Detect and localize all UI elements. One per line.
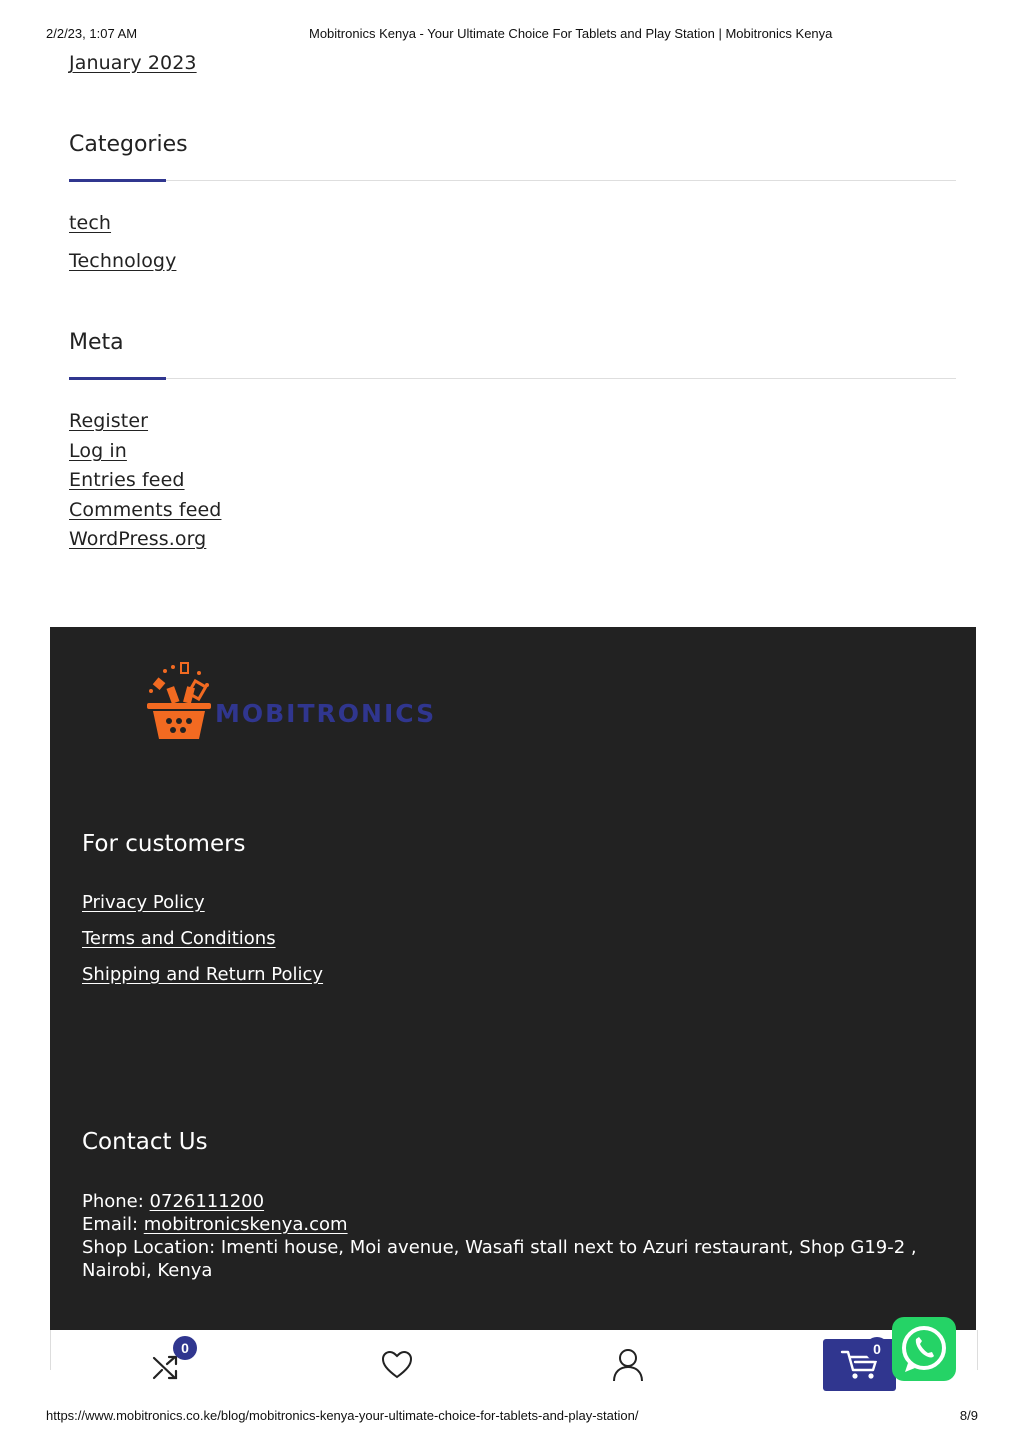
email-link[interactable]: mobitronicskenya.com (143, 1214, 348, 1235)
site-footer (50, 627, 976, 1330)
print-page-title: Mobitronics Kenya - Your Ultimate Choice For Tablets and Play Station | Mobitronics Kenya (309, 26, 833, 41)
print-url: https://www.mobitronics.co.ke/blog/mobitronics-kenya-your-ultimate-choice-for-tablets-and-play-station/ (46, 1408, 639, 1423)
phone-label: Phone: (82, 1191, 150, 1212)
basket-logo-icon (145, 659, 225, 745)
compare-button[interactable] (151, 1340, 189, 1382)
cart-count-badge: 0 (865, 1337, 889, 1361)
whatsapp-icon (892, 1317, 956, 1381)
logo-wordmark: MOBITRONICS (215, 699, 437, 728)
meta-divider-accent (69, 377, 166, 380)
heart-icon (381, 1350, 413, 1380)
categories-divider (69, 180, 956, 181)
meta-divider (69, 378, 956, 379)
wishlist-button[interactable] (381, 1348, 415, 1382)
meta-link-wordpress-org[interactable]: WordPress.org (69, 528, 207, 550)
for-customers-title: For customers (82, 831, 246, 857)
category-link-technology[interactable]: Technology (69, 250, 177, 272)
account-button[interactable] (612, 1348, 646, 1382)
contact-email (82, 1213, 942, 1236)
meta-link-register[interactable]: Register (69, 410, 149, 432)
print-page-number: 8/9 (959, 1408, 978, 1423)
meta-link-entries-feed[interactable]: Entries feed (69, 469, 185, 491)
print-footer (0, 1408, 1024, 1424)
email-label: Email: (82, 1214, 144, 1235)
compare-count-badge: 0 (173, 1336, 197, 1360)
privacy-policy-link[interactable]: Privacy Policy (82, 892, 205, 913)
category-link-tech[interactable]: tech (69, 212, 112, 234)
phone-link[interactable]: 0726111200 (149, 1191, 265, 1212)
categories-divider-accent (69, 179, 166, 182)
contact-shop-location: Shop Location: Imenti house, Moi avenue, Wasafi stall next to Azuri restaurant, Shop G19-2 , Nairobi, Kenya (82, 1237, 917, 1281)
archive-link-january-2023[interactable]: January 2023 (69, 52, 197, 74)
print-header (0, 26, 1024, 42)
meta-widget-title: Meta (69, 330, 124, 355)
print-datetime: 2/2/23, 1:07 AM (46, 26, 138, 41)
contact-us-title: Contact Us (82, 1129, 208, 1155)
meta-link-comments-feed[interactable]: Comments feed (69, 499, 222, 521)
terms-and-conditions-link[interactable]: Terms and Conditions (82, 928, 276, 949)
contact-phone (82, 1190, 942, 1213)
meta-link-login[interactable]: Log in (69, 440, 127, 462)
user-icon (612, 1348, 644, 1382)
shipping-return-policy-link[interactable]: Shipping and Return Policy (82, 964, 324, 985)
cart-button[interactable] (823, 1339, 896, 1391)
mobitronics-logo[interactable] (145, 659, 435, 745)
whatsapp-chat-button[interactable] (892, 1317, 956, 1381)
categories-widget-title: Categories (69, 132, 188, 157)
